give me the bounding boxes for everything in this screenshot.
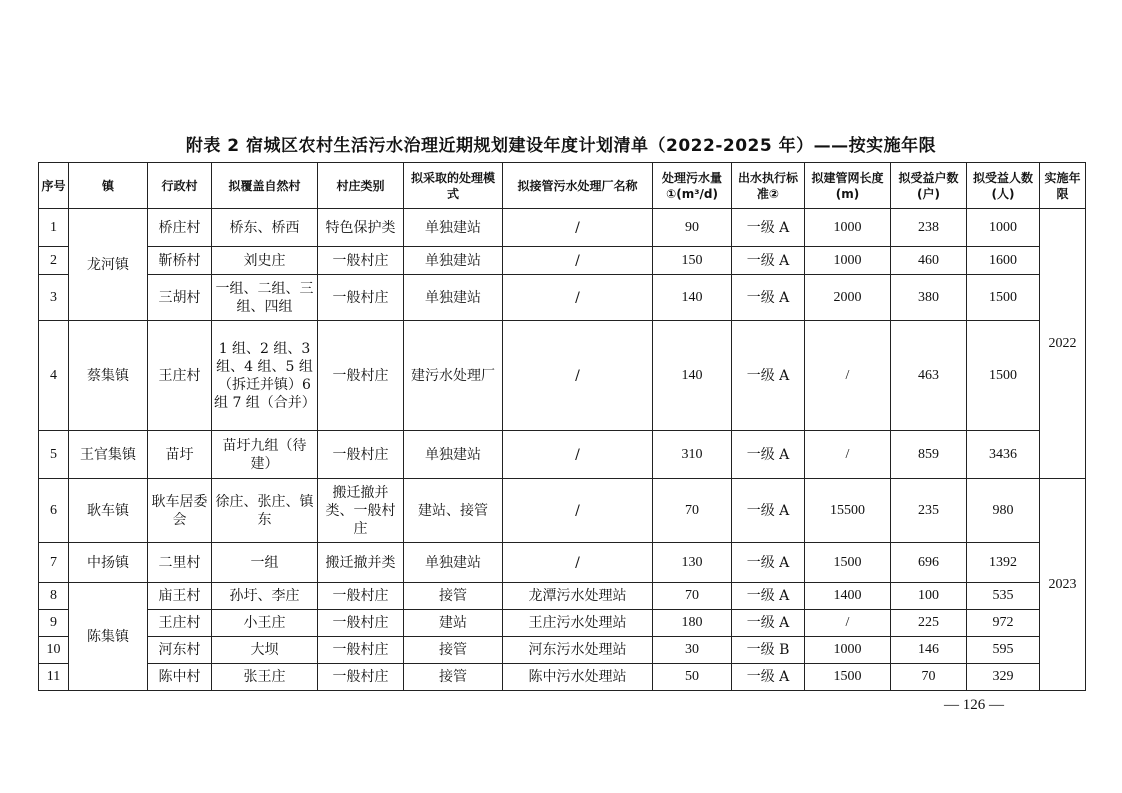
cell-households: 70 [891, 664, 967, 691]
cell-town: 中扬镇 [69, 543, 148, 583]
cell-seq: 11 [39, 664, 69, 691]
cell-mode: 建站、接管 [404, 479, 503, 543]
table-row [39, 637, 1086, 664]
cell-plant: / [503, 247, 653, 275]
table-row [39, 664, 1086, 691]
cell-volume: 180 [653, 610, 732, 637]
cell-seq: 2 [39, 247, 69, 275]
header-standard: 出水执行标准② [732, 163, 805, 209]
cell-households: 235 [891, 479, 967, 543]
cell-households: 100 [891, 583, 967, 610]
cell-volume: 90 [653, 209, 732, 247]
cell-natural-village: 一组 [212, 543, 318, 583]
cell-natural-village: 张王庄 [212, 664, 318, 691]
table-row [39, 479, 1086, 543]
cell-pipe-length: / [805, 431, 891, 479]
cell-pipe-length: / [805, 610, 891, 637]
header-volume: 处理污水量①(m³/d) [653, 163, 732, 209]
cell-village: 庙王村 [148, 583, 212, 610]
header-plant: 拟接管污水处理厂名称 [503, 163, 653, 209]
cell-standard: 一级 A [732, 209, 805, 247]
cell-people: 1600 [967, 247, 1040, 275]
cell-households: 146 [891, 637, 967, 664]
cell-village: 陈中村 [148, 664, 212, 691]
cell-pipe-length: 1000 [805, 637, 891, 664]
cell-plant: / [503, 431, 653, 479]
cell-plant: / [503, 479, 653, 543]
header-seq: 序号 [39, 163, 69, 209]
cell-plant: 河东污水处理站 [503, 637, 653, 664]
cell-mode: 建站 [404, 610, 503, 637]
cell-year: 2023 [1040, 479, 1086, 691]
page-number: — 126 — [944, 697, 1004, 713]
cell-households: 859 [891, 431, 967, 479]
header-row [39, 163, 1086, 209]
cell-households: 225 [891, 610, 967, 637]
cell-people: 1500 [967, 275, 1040, 321]
cell-category: 特色保护类 [318, 209, 404, 247]
cell-households: 380 [891, 275, 967, 321]
cell-standard: 一级 A [732, 321, 805, 431]
cell-households: 696 [891, 543, 967, 583]
cell-category: 一般村庄 [318, 610, 404, 637]
cell-village: 王庄村 [148, 321, 212, 431]
cell-category: 一般村庄 [318, 583, 404, 610]
cell-volume: 30 [653, 637, 732, 664]
cell-pipe-length: 15500 [805, 479, 891, 543]
header-mode: 拟采取的处理模式 [404, 163, 503, 209]
cell-volume: 130 [653, 543, 732, 583]
cell-households: 238 [891, 209, 967, 247]
cell-plant: / [503, 209, 653, 247]
cell-standard: 一级 A [732, 247, 805, 275]
table-title: 附表 2 宿城区农村生活污水治理近期规划建设年度计划清单（2022-2025 年）——按实施年限 [185, 136, 937, 156]
cell-town: 蔡集镇 [69, 321, 148, 431]
cell-seq: 1 [39, 209, 69, 247]
cell-people: 1000 [967, 209, 1040, 247]
header-village: 行政村 [148, 163, 212, 209]
cell-standard: 一级 A [732, 664, 805, 691]
cell-volume: 150 [653, 247, 732, 275]
cell-village: 靳桥村 [148, 247, 212, 275]
cell-people: 535 [967, 583, 1040, 610]
cell-village: 二里村 [148, 543, 212, 583]
cell-town: 陈集镇 [69, 583, 148, 691]
cell-category: 一般村庄 [318, 321, 404, 431]
cell-standard: 一级 B [732, 637, 805, 664]
cell-natural-village: 大坝 [212, 637, 318, 664]
cell-mode: 单独建站 [404, 209, 503, 247]
cell-people: 329 [967, 664, 1040, 691]
cell-category: 一般村庄 [318, 247, 404, 275]
cell-town: 耿车镇 [69, 479, 148, 543]
table-row [39, 209, 1086, 247]
header-category: 村庄类别 [318, 163, 404, 209]
cell-village: 桥庄村 [148, 209, 212, 247]
cell-natural-village: 苗圩九组（待建） [212, 431, 318, 479]
cell-volume: 140 [653, 275, 732, 321]
table-row [39, 543, 1086, 583]
cell-people: 3436 [967, 431, 1040, 479]
cell-households: 463 [891, 321, 967, 431]
cell-standard: 一级 A [732, 431, 805, 479]
cell-standard: 一级 A [732, 275, 805, 321]
cell-mode: 建污水处理厂 [404, 321, 503, 431]
cell-mode: 接管 [404, 583, 503, 610]
cell-mode: 单独建站 [404, 543, 503, 583]
cell-natural-village: 小王庄 [212, 610, 318, 637]
cell-seq: 3 [39, 275, 69, 321]
header-households: 拟受益户数(户) [891, 163, 967, 209]
cell-natural-village: 孙圩、李庄 [212, 583, 318, 610]
cell-village: 耿车居委会 [148, 479, 212, 543]
cell-people: 980 [967, 479, 1040, 543]
cell-mode: 接管 [404, 664, 503, 691]
cell-plant: 龙潭污水处理站 [503, 583, 653, 610]
plan-table [38, 162, 1086, 691]
cell-volume: 70 [653, 479, 732, 543]
header-pipe-length: 拟建管网长度(m) [805, 163, 891, 209]
table-row [39, 275, 1086, 321]
cell-standard: 一级 A [732, 543, 805, 583]
cell-category: 一般村庄 [318, 275, 404, 321]
cell-pipe-length: 2000 [805, 275, 891, 321]
cell-pipe-length: / [805, 321, 891, 431]
cell-seq: 9 [39, 610, 69, 637]
cell-seq: 6 [39, 479, 69, 543]
cell-mode: 接管 [404, 637, 503, 664]
cell-category: 一般村庄 [318, 431, 404, 479]
cell-pipe-length: 1500 [805, 664, 891, 691]
table-row [39, 431, 1086, 479]
table-row [39, 321, 1086, 431]
cell-town: 王官集镇 [69, 431, 148, 479]
cell-plant: / [503, 275, 653, 321]
cell-standard: 一级 A [732, 583, 805, 610]
table-row [39, 610, 1086, 637]
cell-year: 2022 [1040, 209, 1086, 479]
cell-plant: 陈中污水处理站 [503, 664, 653, 691]
cell-category: 一般村庄 [318, 664, 404, 691]
cell-village: 苗圩 [148, 431, 212, 479]
cell-mode: 单独建站 [404, 431, 503, 479]
cell-seq: 4 [39, 321, 69, 431]
cell-pipe-length: 1000 [805, 209, 891, 247]
cell-category: 一般村庄 [318, 637, 404, 664]
cell-natural-village: 1 组、2 组、3 组、4 组、5 组（拆迁并镇）6 组 7 组（合并） [212, 321, 318, 431]
cell-category: 搬迁撤并类 [318, 543, 404, 583]
cell-pipe-length: 1500 [805, 543, 891, 583]
cell-town: 龙河镇 [69, 209, 148, 321]
cell-people: 1392 [967, 543, 1040, 583]
cell-mode: 单独建站 [404, 247, 503, 275]
cell-seq: 10 [39, 637, 69, 664]
cell-natural-village: 刘史庄 [212, 247, 318, 275]
cell-standard: 一级 A [732, 479, 805, 543]
cell-category: 搬迁撤并类、一般村庄 [318, 479, 404, 543]
cell-households: 460 [891, 247, 967, 275]
cell-mode: 单独建站 [404, 275, 503, 321]
table-row [39, 583, 1086, 610]
cell-natural-village: 徐庄、张庄、镇东 [212, 479, 318, 543]
cell-standard: 一级 A [732, 610, 805, 637]
cell-volume: 310 [653, 431, 732, 479]
cell-natural-village: 一组、二组、三组、四组 [212, 275, 318, 321]
cell-volume: 70 [653, 583, 732, 610]
cell-seq: 7 [39, 543, 69, 583]
cell-people: 595 [967, 637, 1040, 664]
cell-people: 972 [967, 610, 1040, 637]
cell-plant: / [503, 543, 653, 583]
header-natural-village: 拟覆盖自然村 [212, 163, 318, 209]
cell-pipe-length: 1000 [805, 247, 891, 275]
cell-village: 河东村 [148, 637, 212, 664]
cell-pipe-length: 1400 [805, 583, 891, 610]
cell-plant: 王庄污水处理站 [503, 610, 653, 637]
cell-plant: / [503, 321, 653, 431]
cell-volume: 50 [653, 664, 732, 691]
cell-village: 王庄村 [148, 610, 212, 637]
table-row [39, 247, 1086, 275]
cell-volume: 140 [653, 321, 732, 431]
cell-seq: 5 [39, 431, 69, 479]
header-year: 实施年限 [1040, 163, 1086, 209]
cell-seq: 8 [39, 583, 69, 610]
cell-village: 三胡村 [148, 275, 212, 321]
cell-people: 1500 [967, 321, 1040, 431]
header-town: 镇 [69, 163, 148, 209]
cell-natural-village: 桥东、桥西 [212, 209, 318, 247]
header-people: 拟受益人数(人) [967, 163, 1040, 209]
